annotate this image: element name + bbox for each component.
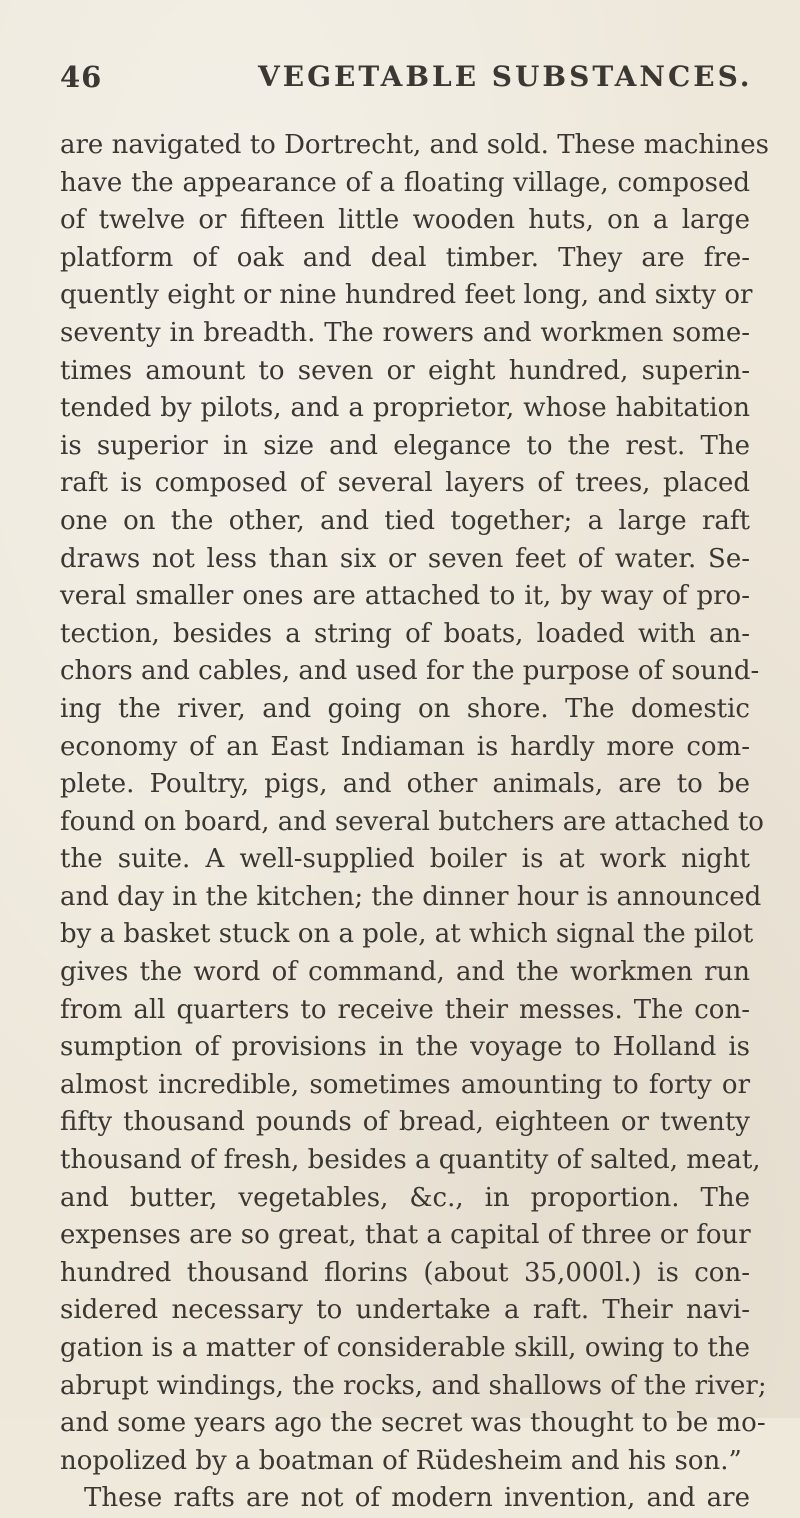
text-line: of twelve or fifteen little wooden huts, on a large <box>60 205 750 236</box>
page-number: 46 <box>60 60 103 94</box>
text-line: veral smaller ones are attached to it, by way of pro- <box>60 581 750 612</box>
text-line: and day in the kitchen; the dinner hour is announced <box>60 881 762 912</box>
text-line: found on board, and several butchers are attached to <box>60 806 764 837</box>
text-line: are navigated to Dortrecht, and sold. These machines <box>60 130 769 160</box>
text-line: seventy in breadth. The rowers and workmen some- <box>60 317 750 348</box>
text-line: raft is composed of several layers of trees, placed <box>60 468 750 499</box>
text-line: gives the word of command, and the workmen run <box>60 957 750 988</box>
text-line: and butter, vegetables, &c., in proportion. The <box>60 1182 750 1213</box>
text-line: sumption of provisions in the voyage to Holland is <box>60 1032 750 1063</box>
text-line: tended by pilots, and a proprietor, whose habitation <box>60 393 750 424</box>
text-line: sidered necessary to undertake a raft. Their navi- <box>60 1295 750 1326</box>
text-line: and some years ago the secret was thought to be mo- <box>60 1408 766 1439</box>
text-line: These rafts are not of modern invention, and are <box>84 1483 750 1514</box>
running-head: VEGETABLE SUBSTANCES. <box>258 60 753 93</box>
text-line: chors and cables, and used for the purpose of sound- <box>60 656 760 687</box>
text-line: draws not less than six or seven feet of water. Se- <box>60 543 750 574</box>
text-line: one on the other, and tied together; a large raft <box>60 505 750 536</box>
text-line: by a basket stuck on a pole, at which signal the pilot <box>60 919 754 950</box>
text-line: economy of an East Indiaman is hardly more com- <box>60 731 750 762</box>
text-line: thousand of fresh, besides a quantity of salted, meat, <box>60 1145 761 1176</box>
text-line: gation is a matter of considerable skill, owing to the <box>60 1333 750 1363</box>
text-line: abrupt windings, the rocks, and shallows of the river; <box>60 1370 767 1401</box>
text-line: tection, besides a string of boats, loaded with an- <box>60 618 750 649</box>
text-line: is superior in size and elegance to the rest. The <box>60 430 750 461</box>
text-line: the suite. A well-supplied boiler is at work night <box>60 844 750 875</box>
text-line: nopolized by a boatman of Rüdesheim and his son.” <box>60 1445 742 1476</box>
text-line: platform of oak and deal timber. They are fre- <box>60 242 750 273</box>
text-line: expenses are so great, that a capital of three or four <box>60 1220 751 1251</box>
text-line: hundred thousand florins (about 35,000l.) is con- <box>60 1257 750 1288</box>
text-line: have the appearance of a floating village, composed <box>60 167 750 198</box>
body-paragraph <box>60 127 769 1518</box>
text-line: ing the river, and going on shore. The domestic <box>60 693 750 724</box>
text-line: quently eight or nine hundred feet long, and sixty or <box>60 280 753 311</box>
text-line: from all quarters to receive their messes. The con- <box>60 994 750 1025</box>
text-line: almost incredible, sometimes amounting to forty or <box>60 1069 750 1100</box>
text-line: fifty thousand pounds of bread, eighteen or twenty <box>60 1107 750 1138</box>
text-line: times amount to seven or eight hundred, superin- <box>60 355 750 386</box>
page-header <box>60 60 753 100</box>
text-line: plete. Poultry, pigs, and other animals, are to be <box>60 769 750 800</box>
